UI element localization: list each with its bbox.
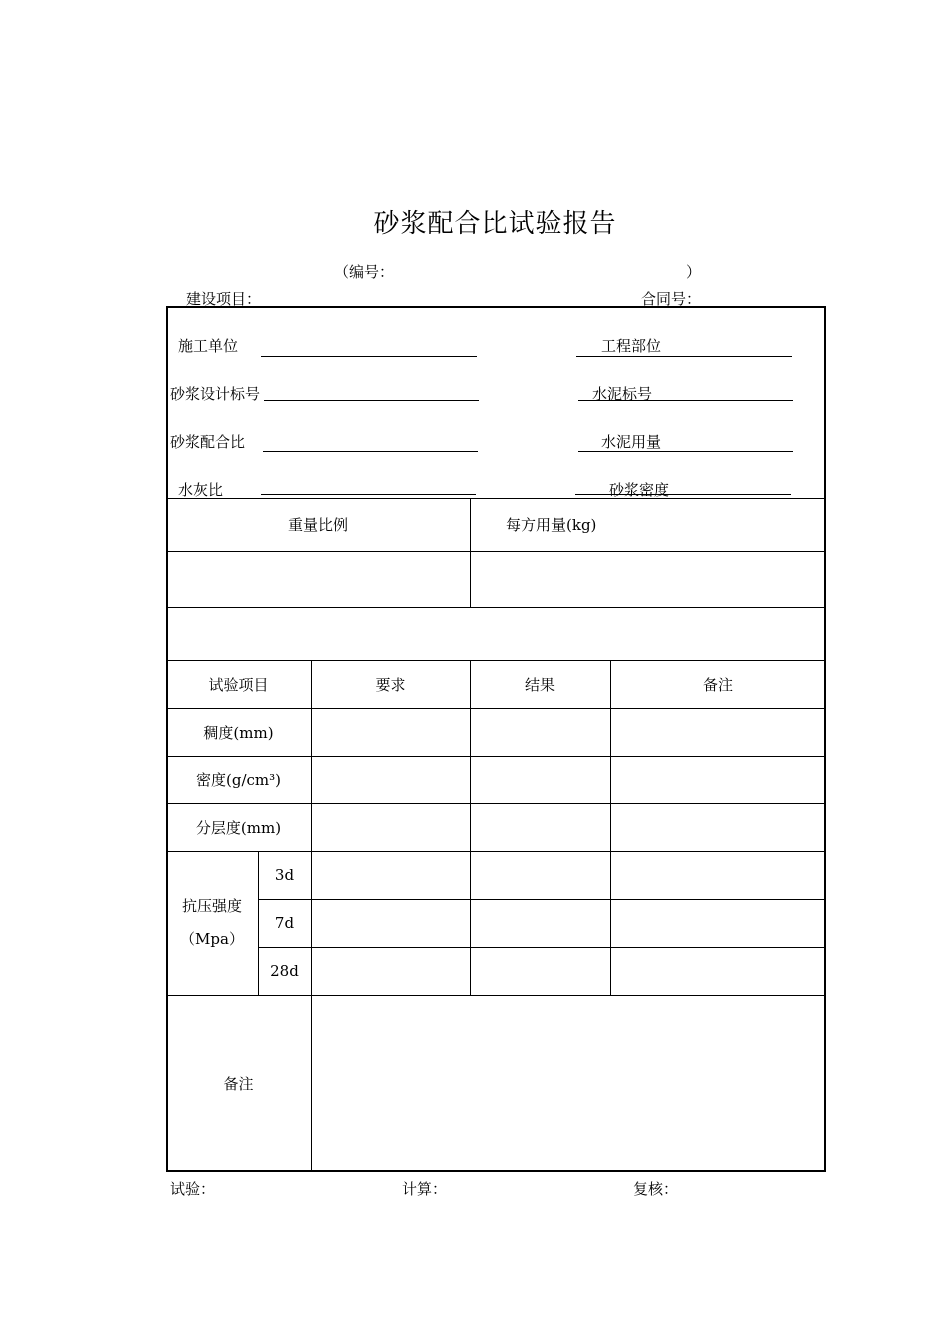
age-text: 7d [274, 914, 295, 932]
strength-label-line1: 抗压强度 [181, 897, 242, 915]
project-label: 建设项目： [186, 290, 262, 308]
weight-ratio-text: 重量比例 [287, 516, 348, 534]
header-text: 备注 [702, 675, 733, 694]
strength-label-line2: （Mpa） [180, 930, 244, 948]
project-part-label: 工程部位 [601, 337, 662, 355]
cement-grade-underline [578, 400, 793, 401]
grid-line [258, 899, 826, 900]
grid-line [610, 660, 611, 995]
footer-calc-label: 计算： [402, 1180, 448, 1198]
consistency-row-label [166, 708, 311, 756]
cement-grade-label: 水泥标号 [592, 385, 653, 403]
per-cubic-amount-header [506, 498, 806, 551]
mortar-mix-ratio-underline [263, 451, 478, 452]
remarks-label [166, 995, 311, 1172]
grid-line [311, 851, 312, 1172]
requirement-header [311, 660, 470, 708]
grid-line [166, 551, 826, 552]
cement-amount-underline [578, 451, 793, 452]
age-7d-label [258, 899, 311, 947]
test-item-header [166, 660, 311, 708]
construction-unit-label: 施工单位 [178, 337, 239, 355]
report-number-close: ） [686, 263, 702, 281]
remarks-header [610, 660, 826, 708]
report-number-label: （编号： [334, 263, 395, 281]
header-text: 结果 [524, 675, 555, 694]
grid-line [166, 607, 826, 608]
stratification-row-label [166, 803, 311, 851]
remarks-label-text: 备注 [223, 1075, 254, 1093]
footer-review-label: 复核： [633, 1180, 679, 1198]
mortar-density-underline [575, 494, 791, 495]
grid-line [470, 498, 471, 607]
mortar-density-label: 砂浆密度 [609, 481, 670, 499]
contract-label: 合同号： [641, 290, 702, 308]
age-text: 3d [274, 866, 295, 884]
footer-test-label: 试验： [170, 1180, 216, 1198]
header-text: 试验项目 [208, 675, 269, 694]
report-title: 砂浆配合比试验报告 [373, 209, 617, 239]
water-cement-ratio-label: 水灰比 [178, 481, 224, 499]
water-cement-ratio-underline [261, 494, 476, 495]
result-header [470, 660, 610, 708]
per-cubic-amount-text: 每方用量(kg) [506, 516, 597, 534]
row-label-text: 稠度(mm) [203, 723, 274, 742]
density-row-label [166, 756, 311, 803]
header-text: 要求 [375, 675, 406, 694]
construction-unit-underline [261, 356, 477, 357]
age-28d-label [258, 947, 311, 995]
project-part-underline [576, 356, 792, 357]
compressive-strength-label [166, 851, 258, 995]
cement-amount-label: 水泥用量 [601, 433, 662, 451]
row-label-text: 分层度(mm) [195, 818, 282, 837]
mortar-design-grade-label: 砂浆设计标号 [170, 385, 261, 403]
mortar-design-grade-underline [264, 400, 479, 401]
row-label-text: 密度(g/cm³) [196, 771, 281, 789]
age-3d-label [258, 851, 311, 899]
mortar-mix-ratio-label: 砂浆配合比 [170, 433, 246, 451]
weight-ratio-header [166, 498, 470, 551]
grid-line [258, 947, 826, 948]
age-text: 28d [270, 962, 299, 980]
grid-line [470, 660, 471, 995]
